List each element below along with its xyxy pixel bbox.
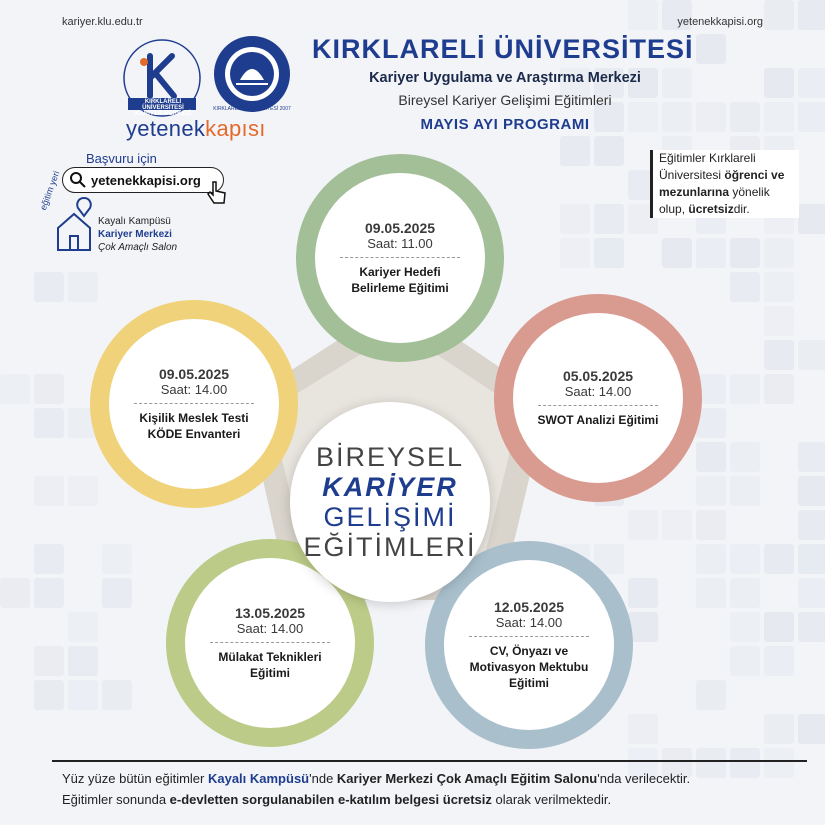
event-divider (469, 636, 589, 637)
event-date: 09.05.2025 (364, 220, 436, 236)
apply-link-text: yetenekkapisi.org (91, 172, 201, 188)
website-left[interactable]: kariyer.klu.edu.tr (62, 16, 143, 28)
eligibility-note: Eğitimler Kırklareli Üniversitesi öğrenci ve mezunlarına yönelik olup, ücretsizdir. (650, 150, 799, 218)
event-divider (134, 403, 254, 404)
event-card (185, 558, 355, 728)
center-title-line3: GELİŞİMİ (323, 502, 457, 532)
event-topic: SWOT Analizi Eğitimi (537, 413, 659, 427)
program-subtitle: Bireysel Kariyer Gelişimi Eğitimleri (398, 92, 612, 108)
event-time: Saat: 14.00 (236, 621, 304, 636)
event-time: Saat: 14.00 (564, 384, 632, 399)
career-center-logo-text: KIRKLARELİ ÜNİVERSİTESİ KARİYER MERKEZİ (135, 99, 191, 117)
event-divider (538, 405, 658, 406)
center-name: Kariyer Uygulama ve Araştırma Merkezi (369, 70, 641, 86)
location-info: Kayalı Kampüsü Kariyer Merkezi Çok Amaçlı Salon (98, 216, 178, 253)
event-topic: Kariyer Hedefi Belirleme Eğitimi (351, 265, 449, 295)
event-card (109, 319, 279, 489)
website-right[interactable]: yetenekkapisi.org (677, 16, 763, 28)
event-date: 13.05.2025 (234, 605, 306, 621)
event-card (513, 313, 683, 483)
event-time: Saat: 11.00 (367, 236, 433, 251)
yetenek-kapisi-logo: yetenekkapısı (126, 116, 266, 141)
event-topic: Kişilik Meslek Testi KÖDE Envanteri (139, 411, 249, 441)
event-topic: Mülakat Teknikleri Eğitimi (218, 650, 322, 680)
event-card (315, 173, 485, 343)
university-name: KIRKLARELİ ÜNİVERSİTESİ (312, 34, 694, 64)
footer-line-2: Eğitimler sonunda e-devletten sorgulanabilen e-katılım belgesi ücretsiz olarak verilmektedir. (62, 792, 612, 807)
event-date: 05.05.2025 (562, 368, 634, 384)
center-title-circle (290, 402, 490, 602)
event-date: 12.05.2025 (493, 599, 565, 615)
event-time: Saat: 14.00 (160, 382, 228, 397)
program-title: MAYIS AYI PROGRAMI (420, 116, 590, 133)
event-divider (340, 257, 460, 258)
event-card (444, 560, 614, 730)
center-title-line1: BİREYSEL (315, 442, 465, 472)
event-date: 09.05.2025 (158, 366, 230, 382)
apply-label: Başvuru için (86, 151, 157, 166)
footer-line-1: Yüz yüze bütün eğitimler Kayalı Kampüsü'nde Kariyer Merkezi Çok Amaçlı Eğitim Salonu'nda verilecektir. (62, 771, 691, 786)
footer-divider (52, 760, 807, 762)
university-seal-text: KIRKLARELİ ÜNİVERSİTESİ 2007 (213, 106, 291, 112)
center-title-line4: EĞİTİMLERİ (303, 532, 477, 562)
event-divider (210, 642, 330, 643)
event-topic: CV, Önyazı ve Motivasyon Mektubu Eğitimi (469, 644, 589, 690)
center-title-line2: KARİYER (322, 472, 458, 502)
location-tag: eğitim yeri (38, 169, 62, 212)
event-time: Saat: 14.00 (495, 615, 563, 630)
